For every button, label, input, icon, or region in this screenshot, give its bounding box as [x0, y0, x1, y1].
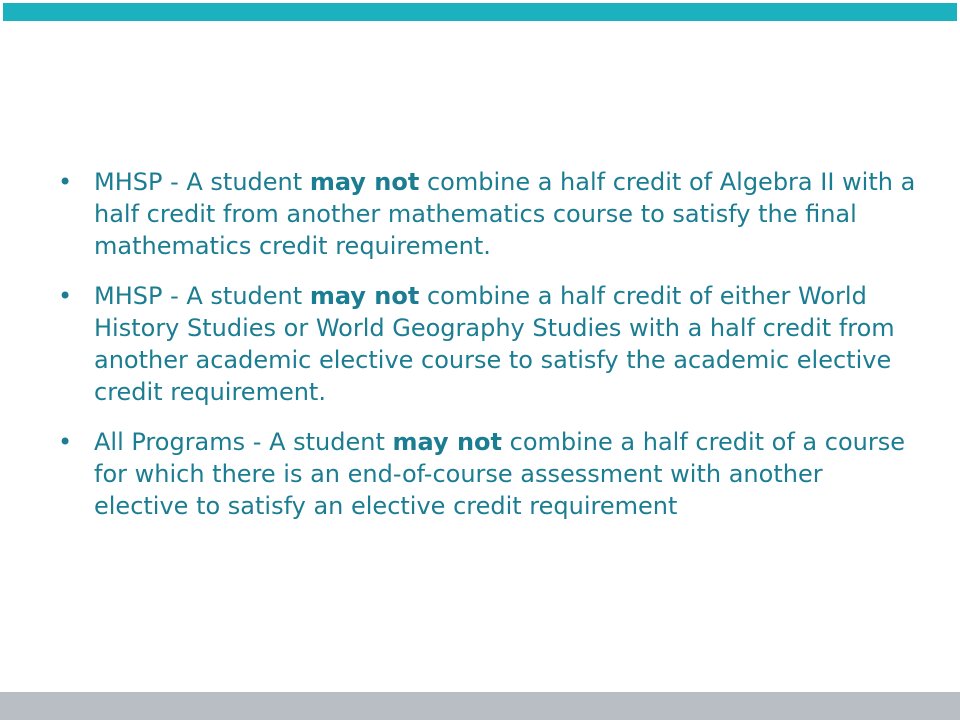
bullet-item [58, 280, 918, 408]
top-accent-bar [3, 3, 957, 21]
bullet-emphasis: may not [309, 282, 420, 310]
bullet-emphasis: may not [392, 428, 503, 456]
bullet-item [58, 166, 918, 262]
bullet-text-after: combine a half credit of Algebra II with a half credit from another mathematics course to satisfy the final mathematics credit requirement. [94, 168, 916, 260]
bullet-text-after: combine a half credit of a course for which there is an end-of-course assessment with another elective to satisfy an elective credit requirement [94, 428, 905, 520]
bullet-text-before: MHSP - A student [94, 168, 310, 196]
bullet-item [58, 426, 918, 522]
bullet-text-before: All Programs - A student [94, 428, 393, 456]
bullet-icon: • [58, 282, 73, 310]
bullet-text-before: MHSP - A student [94, 282, 310, 310]
bottom-footer-bar [0, 692, 960, 720]
bullet-icon: • [58, 168, 73, 196]
bullet-emphasis: may not [309, 168, 420, 196]
bullet-list [58, 166, 918, 540]
bullet-text-after: combine a half credit of either World History Studies or World Geography Studies with a half credit from another academic elective course to satisfy the academic elective credit requirement. [94, 282, 895, 406]
bullet-icon: • [58, 428, 73, 456]
